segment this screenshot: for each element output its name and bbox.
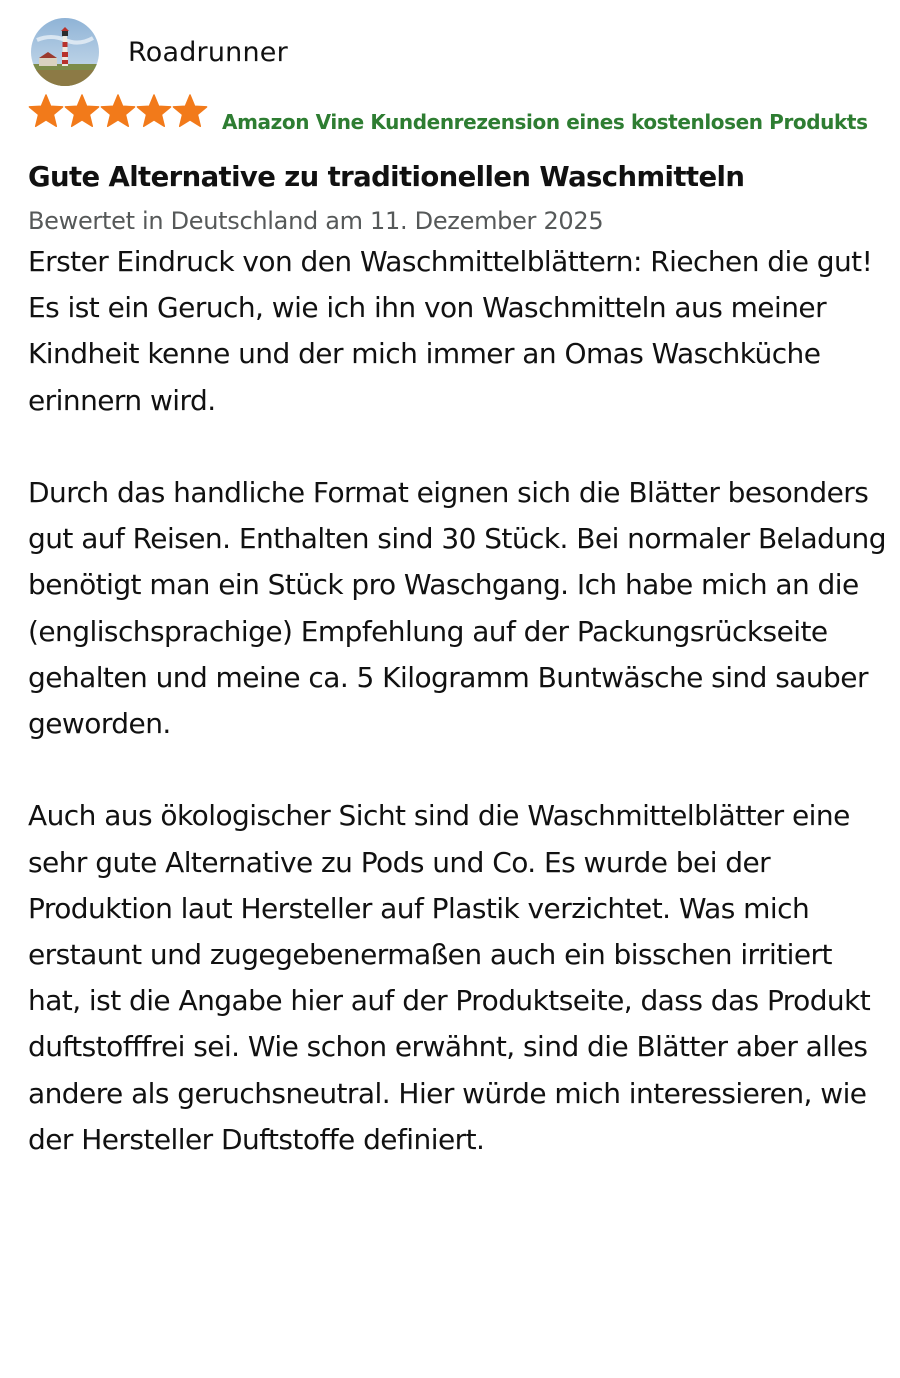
vine-badge[interactable]: Amazon Vine Kundenrezension eines kostenlosen Produkts — [222, 110, 868, 134]
review-date: Bewertet in Deutschland am 11. Dezember 2025 — [28, 207, 604, 235]
review-card — [28, 14, 888, 1163]
lighthouse-avatar-icon[interactable] — [31, 18, 99, 86]
review-paragraph: Erster Eindruck von den Waschmittelblättern: Riechen die gut! Es ist ein Geruch, wie ich ihn von Waschmitteln aus meiner Kindheit kenne und der mich immer an Omas Waschküche erinnern wird. — [28, 245, 873, 417]
reviewer-profile[interactable] — [28, 14, 888, 90]
review-body — [28, 239, 888, 1163]
star-icon — [64, 94, 100, 128]
review-paragraph: Auch aus ökologischer Sicht sind die Waschmittelblätter eine sehr gute Alternative zu Pods und Co. Es wurde bei der Produktion laut Hersteller auf Plastik verzichtet. Was mich erstaunt und zugegebenermaßen auch ein bisschen irritiert hat, ist die Angabe hier auf der Produktseite, dass das Produkt duftstofffrei sei. Wie schon erwähnt, sind die Blätter aber alles andere als geruchsneutral. Hier würde mich interessieren, wie der Hersteller Duftstoffe definiert. — [28, 799, 871, 1156]
star-rating[interactable] — [28, 94, 208, 147]
review-paragraph: Durch das handliche Format eignen sich die Blätter besonders gut auf Reisen. Enthalten sind 30 Stück. Bei normaler Beladung benötigt man ein Stück pro Waschgang. Ich habe mich an die (englischsprachige) Empfehlung auf der Packungsrückseite gehalten und meine ca. 5 Kilogramm Buntwäsche sind sauber geworden. — [28, 476, 886, 741]
star-icon — [136, 94, 172, 128]
star-icon — [100, 94, 136, 128]
review-title[interactable]: Gute Alternative zu traditionellen Waschmitteln — [28, 161, 745, 193]
star-icon — [28, 94, 64, 128]
reviewer-name[interactable]: Roadrunner — [128, 36, 288, 68]
star-icon — [172, 94, 208, 128]
rating-row — [28, 98, 888, 151]
